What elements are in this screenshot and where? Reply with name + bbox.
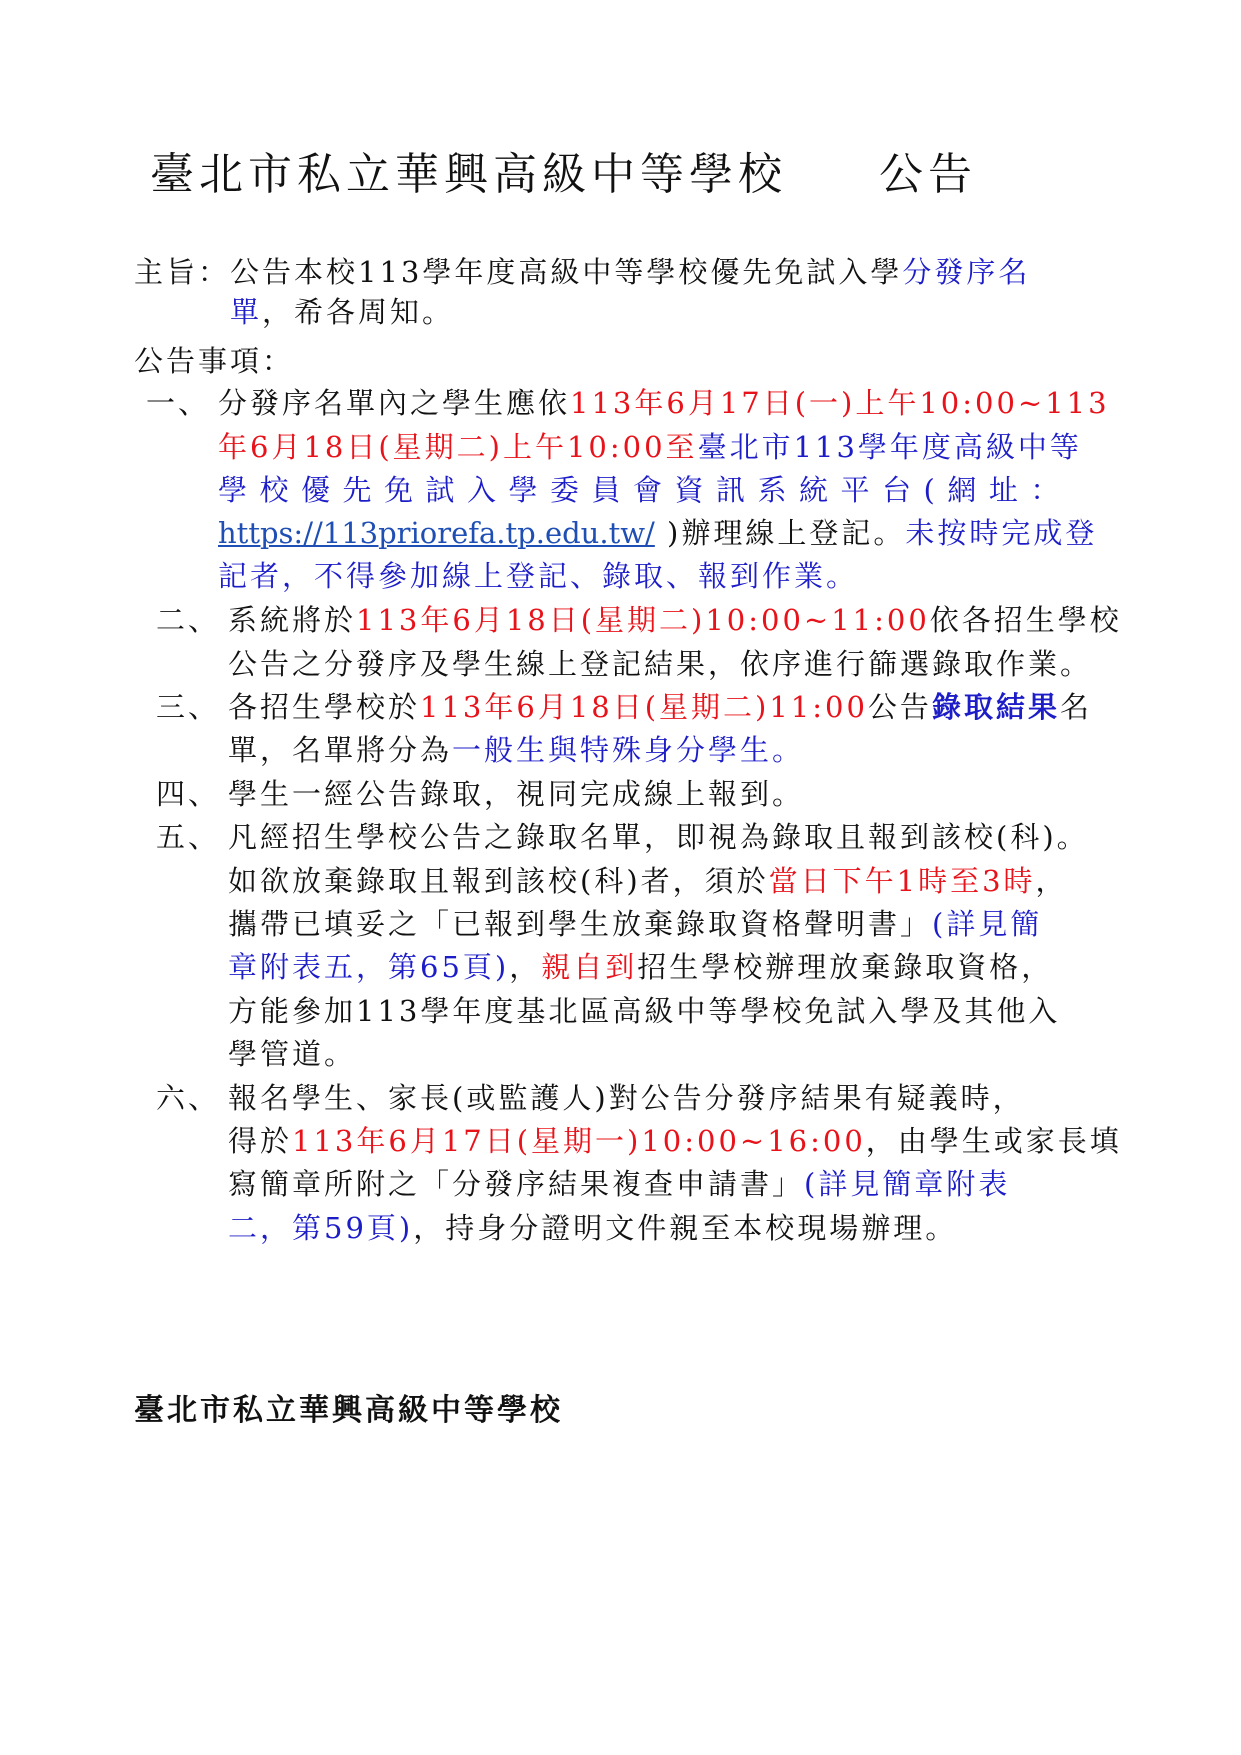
item-1-line-2: 年6月18日(星期二)上午10:00至臺北市113學年度高級中等 bbox=[218, 430, 1082, 464]
item-5-line-3: 攜帶已填妥之「已報到學生放棄錄取資格聲明書」(詳見簡 bbox=[228, 907, 1043, 941]
item-1-line-1: 一、 分發序名單內之學生應依113年6月17日(一)上午10:00~113 bbox=[146, 386, 1110, 420]
item-1-line-5: 記者，不得參加線上登記、錄取、報到作業。 bbox=[218, 559, 859, 593]
items-heading: 公告事項： bbox=[134, 344, 295, 378]
subject-label: 主旨： bbox=[134, 255, 231, 289]
item-5-line-6: 學管道。 bbox=[228, 1037, 357, 1071]
item-5-line-4: 章附表五，第65頁)，親自到招生學校辦理放棄錄取資格， bbox=[228, 950, 1054, 984]
item-6-line-1: 六、 報名學生、家長(或監護人)對公告分發序結果有疑義時， bbox=[156, 1081, 1025, 1115]
item-number: 六、 bbox=[156, 1081, 221, 1115]
item-1-line-4: https://113priorefa.tp.edu.tw/ )辦理線上登記。未按時完成登 bbox=[218, 516, 1098, 550]
item-number: 二、 bbox=[156, 603, 221, 637]
item-number: 三、 bbox=[156, 690, 221, 724]
item-number: 五、 bbox=[156, 820, 221, 854]
item-5-line-1: 五、 凡經招生學校公告之錄取名單，即視為錄取且報到該校(科)。 bbox=[156, 820, 1089, 854]
item-6-line-2: 得於113年6月17日(星期一)10:00~16:00，由學生或家長填 bbox=[228, 1124, 1122, 1158]
item-number: 一、 bbox=[146, 386, 211, 420]
item-1-line-3: 學校優先免試入學委員會資訊系統平台(網址： bbox=[218, 473, 1072, 507]
title-school: 臺北市私立華興高級中等學校 bbox=[150, 149, 787, 200]
item-number: 四、 bbox=[156, 777, 221, 811]
item-2-line-2: 公告之分發序及學生線上登記結果，依序進行篩選錄取作業。 bbox=[228, 647, 1093, 681]
registration-site-link[interactable]: https://113priorefa.tp.edu.tw/ bbox=[218, 516, 655, 550]
subject-line-2: 單，希各周知。 bbox=[230, 295, 455, 329]
item-6-line-3: 寫簡章所附之「分發序結果複查申請書」(詳見簡章附表 bbox=[228, 1167, 1011, 1201]
subject-line-1: 主旨：公告本校113學年度高級中等學校優先免試入學分發序名 bbox=[134, 255, 1031, 289]
footer-signature: 臺北市私立華興高級中等學校 bbox=[134, 1393, 563, 1428]
item-6-line-4: 二，第59頁)，持身分證明文件親至本校現場辦理。 bbox=[228, 1211, 958, 1245]
item-5-line-5: 方能參加113學年度基北區高級中等學校免試入學及其他入 bbox=[228, 994, 1061, 1028]
item-2-line-1: 二、 系統將於113年6月18日(星期二)10:00~11:00依各招生學校 bbox=[156, 603, 1122, 637]
item-3-line-1: 三、 各招生學校於113年6月18日(星期二)11:00公告錄取結果名 bbox=[156, 690, 1092, 724]
item-4-line-1: 四、 學生一經公告錄取，視同完成線上報到。 bbox=[156, 777, 805, 811]
page-title bbox=[150, 138, 977, 202]
item-3-line-2: 單，名單將分為一般生與特殊身分學生。 bbox=[228, 733, 805, 767]
item-5-line-2: 如欲放棄錄取且報到該校(科)者，須於當日下午1時至3時， bbox=[228, 864, 1068, 898]
title-word: 公告 bbox=[879, 149, 977, 200]
